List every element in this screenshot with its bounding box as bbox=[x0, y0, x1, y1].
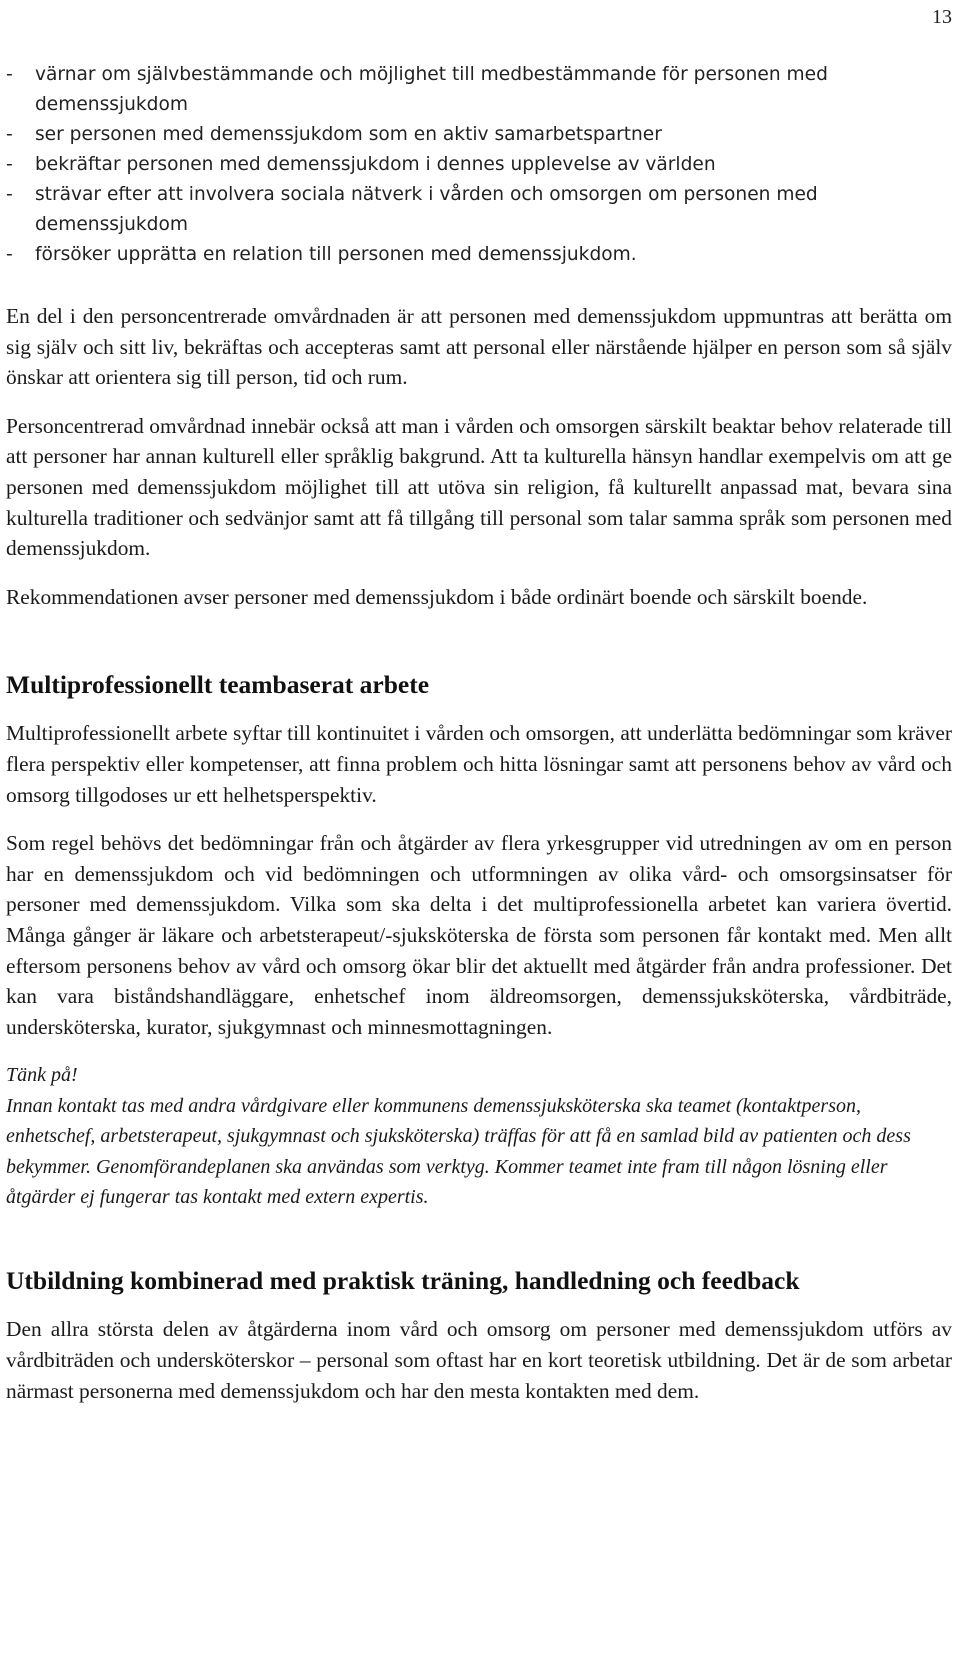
list-item-text: strävar efter att involvera sociala nätverk i vården och omsorgen om personen med demenssjukdom bbox=[35, 184, 818, 235]
bullet-dash: - bbox=[6, 154, 13, 175]
paragraph-vardbitraden: Den allra största delen av åtgärderna inom vård och omsorg om personer med demenssjukdom utförs av vårdbiträden och undersköterskor – personal som oftast har en kort teoretisk utbildning. Det är de som arbetar närmast personerna med demenssjukdom och har den mesta kontakten med dem. bbox=[6, 1317, 952, 1403]
bullet-dash: - bbox=[6, 64, 13, 85]
heading-utbildning: Utbildning kombinerad med praktisk träning, handledning och feedback bbox=[6, 1266, 800, 1296]
list-item-text: försöker upprätta en relation till personen med demenssjukdom. bbox=[35, 244, 637, 265]
list-item-text: bekräftar personen med demenssjukdom i dennes upplevelse av världen bbox=[35, 154, 716, 175]
list-item-text: värnar om självbestämmande och möjlighet till medbestämmande för personen med demenssjukdom bbox=[35, 64, 828, 115]
paragraph-yrkesgrupper: Som regel behövs det bedömningar från och åtgärder av flera yrkesgrupper vid utredningen av om en person har en demenssjukdom och vid bedömningen och utformningen av olika vård- och omsorgsinsatser för personer med demenssjukdom. Vilka som ska delta i det multiprofessionella arbetet kan variera övertid. Många gånger är läkare och arbetsterapeut/-sjuksköterska de första som personen får kontakt med. Men allt eftersom personens behov av vård och omsorg ökar blir det aktuellt med åtgärder från andra professioner. Det kan vara biståndshandläggare, enhetschef inom äldreomsorgen, demenssjuksköterska, vårdbiträde, undersköterska, kurator, sjukgymnast och minnesmottagningen. bbox=[6, 831, 952, 1039]
list-item bbox=[6, 180, 952, 240]
list-item bbox=[6, 150, 952, 180]
bullet-dash: - bbox=[6, 124, 13, 145]
list-item-text: ser personen med demenssjukdom som en aktiv samarbetspartner bbox=[35, 124, 662, 145]
heading-multiprofessionellt: Multiprofessionellt teambaserat arbete bbox=[6, 670, 430, 700]
document-body bbox=[6, 60, 952, 1406]
tank-pa-box bbox=[6, 1060, 952, 1212]
list-item bbox=[6, 240, 952, 270]
paragraph-multiprofessionellt-syfte: Multiprofessionellt arbete syftar till kontinuitet i vården och omsorgen, att underlätta bedömningar som kräver flera perspektiv eller kompetenser, att finna problem och hitta lösningar samt att personens behov av vård och omsorg tillgodoses ur ett helhetsperspektiv. bbox=[6, 721, 952, 807]
bullet-dash: - bbox=[6, 244, 13, 265]
bullet-list bbox=[6, 60, 952, 270]
page-number: 13 bbox=[932, 6, 952, 28]
bullet-dash: - bbox=[6, 184, 13, 205]
paragraph-personcentrerad-omvardnad: En del i den personcentrerade omvårdnaden är att personen med demenssjukdom uppmuntras att berätta om sig själv och sitt liv, bekräftas och accepteras samt att personal eller närstående hjälper en person som så själv önskar att orientera sig till person, tid och rum. bbox=[6, 304, 952, 390]
tank-pa-text: Innan kontakt tas med andra vårdgivare eller kommunens demenssjuksköterska ska teamet (kontaktperson, enhetschef, arbetsterapeut, sjukgymnast och sjuksköterska) träffas för att få en samlad bild av patienten och dess bekymmer. Genomförandeplanen ska användas som verktyg. Kommer teamet inte fram till någon lösning eller åtgärder ej fungerar tas kontakt med extern expertis. bbox=[6, 1094, 911, 1208]
tank-pa-label: Tänk på! bbox=[6, 1064, 78, 1087]
paragraph-rekommendation: Rekommendationen avser personer med demenssjukdom i både ordinärt boende och särskilt boende. bbox=[6, 584, 868, 609]
list-item bbox=[6, 120, 952, 150]
list-item bbox=[6, 60, 952, 120]
paragraph-kulturell-bakgrund: Personcentrerad omvårdnad innebär också att man i vården och omsorgen särskilt beaktar behov relaterade till att personer har annan kulturell eller språklig bakgrund. Att ta kulturella hänsyn handlar exempelvis om att ge personen med demenssjukdom möjlighet till att utöva sin religion, få kulturellt anpassad mat, bevara sina kulturella traditioner och sedvänjor samt att få tillgång till personal som talar samma språk som personen med demenssjukdom. bbox=[6, 413, 952, 561]
